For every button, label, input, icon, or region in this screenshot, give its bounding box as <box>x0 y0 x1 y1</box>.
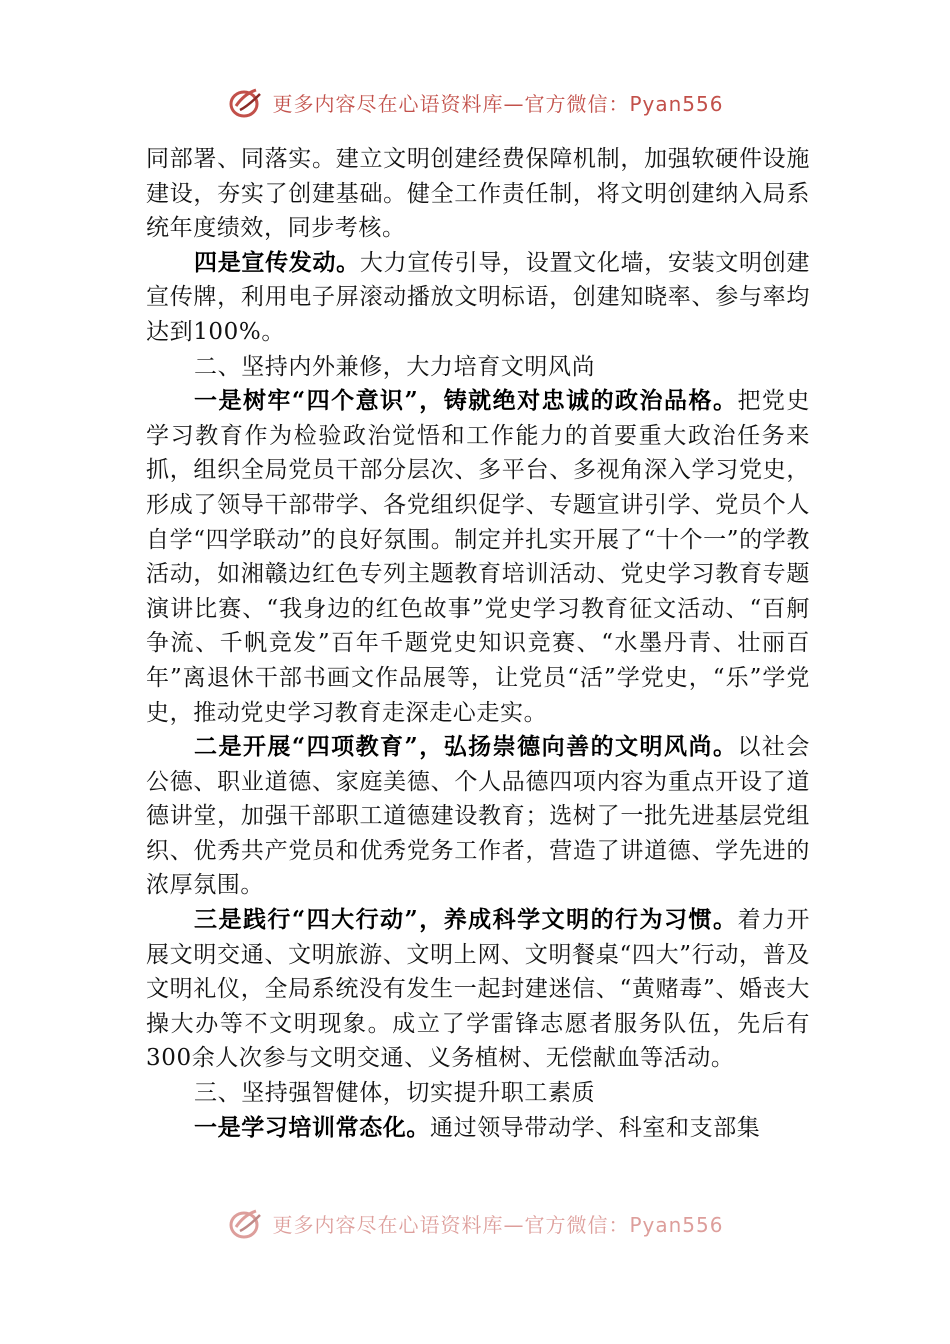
footer-watermark <box>0 1203 950 1243</box>
paragraph-2: 四是宣传发动。大力宣传引导，设置文化墙，安装文明创建宣传牌，利用电子屏滚动播放文明标语，创建知晓率、参与率均达到100%。 <box>146 248 810 345</box>
watermark-text: 更多内容尽在心语资料库—官方微信：Pyan556 <box>272 1212 724 1237</box>
paragraph-4: 二是开展“四项教育”，弘扬崇德向善的文明风尚。以社会公德、职业道德、家庭美德、个人品德四项内容为重点开设了道德讲堂，加强干部职工道德建设教育；选树了一批先进基层党组织、优秀共产党员和优秀党务工作者，营造了讲道德、学先进的浓厚氛围。 <box>146 733 810 899</box>
header-watermark <box>0 82 950 122</box>
document-body <box>146 142 810 1145</box>
paragraph-1: 同部署、同落实。建立文明创建经费保障机制，加强软硬件设施建设，夯实了创建基础。健全工作责任制，将文明创建纳入局系统年度绩效，同步考核。 <box>146 146 810 242</box>
logo-icon <box>226 1205 266 1241</box>
watermark-text: 更多内容尽在心语资料库—官方微信：Pyan556 <box>272 91 724 116</box>
section-heading-3: 三、坚持强智健体，切实提升职工素质 <box>194 1080 596 1107</box>
paragraph-3: 一是树牢“四个意识”，铸就绝对忠诚的政治品格。把党史学习教育作为检验政治觉悟和工作能力的首要重大政治任务来抓，组织全局党员干部分层次、多平台、多视角深入学习党史，形成了领导干部带学、各党组织促学、专题宣讲引学、党员个人自学“四学联动”的良好氛围。制定并扎实开展了“十个一”的学教活动，如湘赣边红色专列主题教育培训活动、党史学习教育专题演讲比赛、“我身边的红色故事”党史学习教育征文活动、“百舸争流、千帆竞发”百年千题党史知识竞赛、“水墨丹青、壮丽百年”离退休干部书画文作品展等，让党员“活”学党史，“乐”学党史，推动党史学习教育走深走心走实。 <box>146 387 810 726</box>
section-heading-2: 二、坚持内外兼修，大力培育文明风尚 <box>194 353 596 380</box>
logo-icon <box>226 84 266 120</box>
paragraph-5: 三是践行“四大行动”，养成科学文明的行为习惯。着力开展文明交通、文明旅游、文明上网、文明餐桌“四大”行动，普及文明礼仪，全局系统没有发生一起封建迷信、“黄赌毒”、婚丧大操大办等不文明现象。成立了学雷锋志愿者服务队伍，先后有300余人次参与文明交通、义务植树、无偿献血等活动。 <box>146 906 810 1072</box>
paragraph-6: 一是学习培训常态化。通过领导带动学、科室和支部集 <box>194 1113 761 1141</box>
